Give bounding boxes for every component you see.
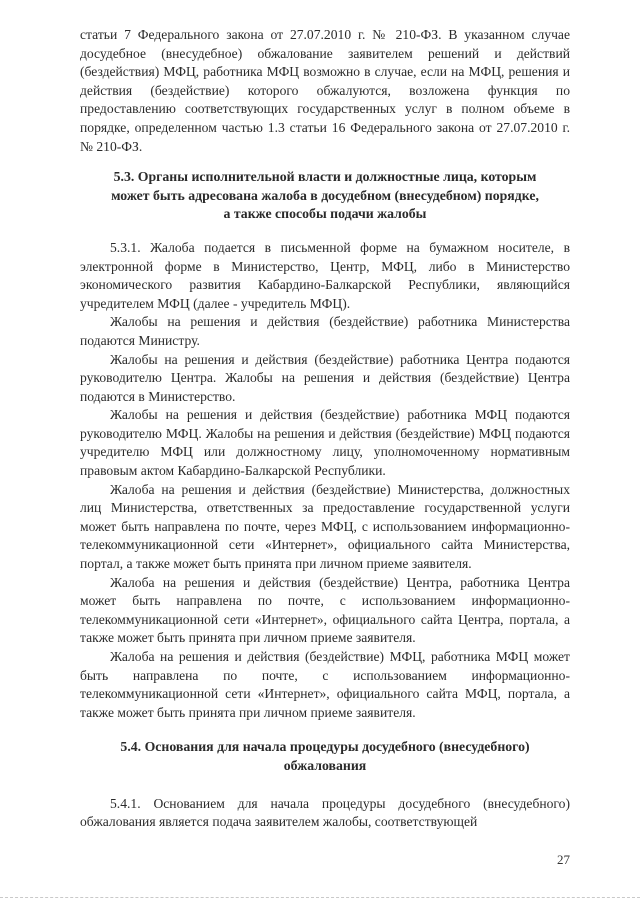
document-page xyxy=(80,26,570,832)
heading-line: может быть адресована жалоба в досудебном (внесудебном) порядке, xyxy=(111,187,539,203)
paragraph-complaint-ministry-channels: Жалоба на решения и действия (бездействие) Министерства, должностных лиц Министерства, ответственных за предоставление государственной услуги может быть направлена по почте, через МФЦ, с использованием информационно-телекоммуникационной сети «Интернет», официального сайта Министерства, портал, а также может быть принята при личном приеме заявителя. xyxy=(80,481,570,572)
paragraph-complaint-mfc-channels: Жалоба на решения и действия (бездействие) МФЦ, работника МФЦ может быть направлена по почте, с использованием информационно-телекоммуникационной сети «Интернет», официального сайта МФЦ, портала, а также может быть принята при личном приеме заявителя. xyxy=(80,649,570,720)
scan-edge-divider xyxy=(0,897,640,898)
section-5-3-heading xyxy=(80,168,570,224)
paragraph-complaints-ministry: Жалобы на решения и действия (бездействие) работника Министерства подаются Министру. xyxy=(80,314,570,348)
paragraph-complaints-center: Жалобы на решения и действия (бездействие) работника Центра подаются руководителю Центра. Жалобы на решения и действия (бездействие) Центра подаются в Министерство. xyxy=(80,351,570,404)
intro-paragraph: статьи 7 Федерального закона от 27.07.2010 г. № 210-ФЗ. В указанном случае досудебное (внесудебное) обжалование заявителем решений и действий (бездействия) МФЦ, работника МФЦ возможно в случае, если на МФЦ, решения и действия (бездействие) которого обжалуются, возложена функция по предоставлению соответствующих государственных услуг в полном объеме в порядке, определенном частью 1.3 статьи 16 Федерального закона от 27.07.2010 г. № 210-ФЗ. xyxy=(80,27,570,154)
heading-line: обжалования xyxy=(283,757,367,773)
page-number: 27 xyxy=(557,852,570,867)
paragraph-complaints-mfc: Жалобы на решения и действия (бездействие) работника МФЦ подаются руководителю МФЦ. Жалобы на решения и действия (бездействие) МФЦ подаются учредителю МФЦ или должностному лицу, уполномоченному нормативным правовым актом Кабардино-Балкарской Республики. xyxy=(80,407,570,479)
heading-line: 5.3. Органы исполнительной власти и должностные лица, которым xyxy=(113,169,537,185)
heading-line: а также способы подачи жалобы xyxy=(223,206,427,222)
heading-line: 5.4. Основания для начала процедуры досудебного (внесудебного) xyxy=(120,739,530,755)
paragraph-complaint-center-channels: Жалоба на решения и действия (бездействие) Центра, работника Центра может быть направлена по почте, с использованием информационно-телекоммуникационной сети «Интернет», официального сайта Центра, портала, а также может быть принята при личном приеме заявителя. xyxy=(80,574,570,646)
paragraph-5-4-1: 5.4.1. Основанием для начала процедуры досудебного (внесудебного) обжалования является подача заявителем жалобы, соответствующей xyxy=(80,795,570,830)
section-5-4-heading xyxy=(80,738,570,775)
paragraph-5-3-1: 5.3.1. Жалоба подается в письменной форме на бумажном носителе, в электронной форме в Министерство, Центр, МФЦ, либо в Министерство экономического развития Кабардино-Балкарской Республики, являющийся учредителем МФЦ (далее - учредитель МФЦ). xyxy=(80,239,570,311)
